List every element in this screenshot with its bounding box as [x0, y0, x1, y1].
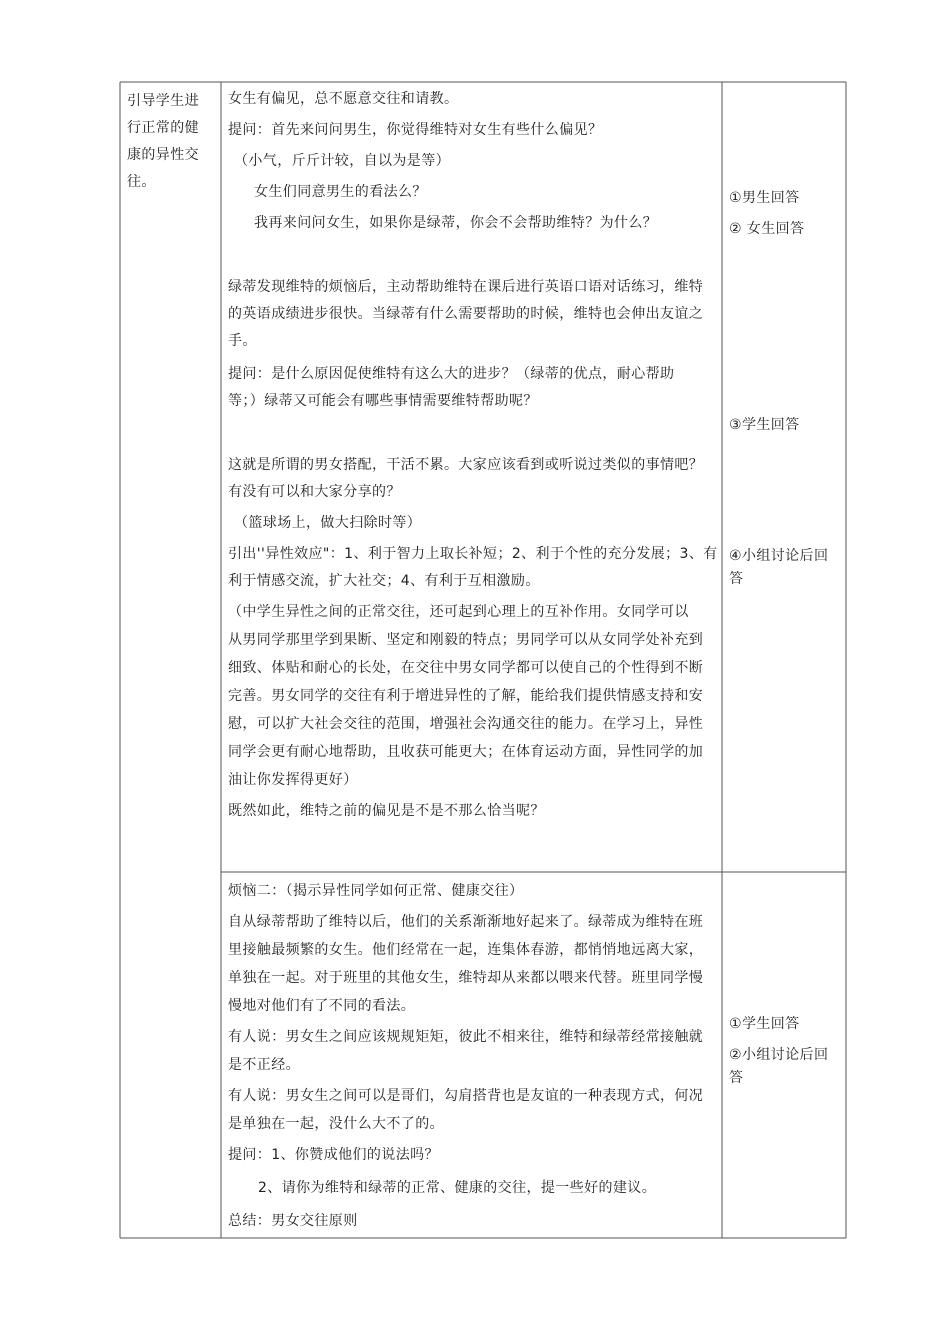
- text-line: 细致、体贴和耐心的长处，在交往中男女同学都可以使自己的个性得到不断: [228, 660, 704, 676]
- text-line: 提问：是什么原因促使维特有这么大的进步？（绿蒂的优点，耐心帮助: [228, 366, 675, 382]
- goal-line: 往。: [127, 174, 156, 190]
- text-line: 这就是所谓的男女搭配，干活不累。大家应该看到或听说过类似的事情吧？: [228, 457, 704, 473]
- paragraph: [228, 601, 718, 792]
- paragraph: [228, 1085, 718, 1136]
- text-line: 是单独在一起，没什么大不了的。: [228, 1116, 444, 1132]
- paragraph: 提问：首先来问问男生，你觉得维特对女生有些什么偏见？: [228, 122, 603, 138]
- paragraph: （篮球场上，做大扫除时等）: [234, 515, 422, 531]
- paragraph: [228, 363, 718, 413]
- text-line: 有人说：男女生之间可以是哥们，勾肩搭背也是友谊的一种表现方式，何况: [228, 1088, 704, 1104]
- response-item: 答: [729, 571, 744, 587]
- goal-line: 康的异性交: [127, 147, 199, 163]
- student-response-cell-1c: [729, 545, 839, 591]
- text-line: 单独在一起。对于班里的其他女生，维特却从来都以喂来代替。班里同学慢: [228, 970, 704, 986]
- paragraph: 提问：1、你赞成他们的说法吗？: [228, 1147, 439, 1163]
- response-item: ②小组讨论后回: [729, 1047, 829, 1063]
- response-item: ①学生回答: [729, 1016, 800, 1032]
- text-line: 里接触最频繁的女生。他们经常在一起，连集体春游，都悄悄地远离大家，: [228, 942, 704, 958]
- activity-block-1: [228, 88, 718, 823]
- response-item: 答: [729, 1070, 744, 1086]
- text-line: 的英语成绩进步很快。当绿蒂有什么需要帮助的时候，维特也会伸出友谊之: [228, 306, 704, 322]
- paragraph: 总结：男女交往原则: [228, 1213, 358, 1229]
- text-line: 有人说：男女生之间应该规规矩矩，彼此不相来往，维特和绿蒂经常接触就: [228, 1029, 704, 1045]
- student-response-cell-1: [729, 187, 839, 241]
- text-line: 有没有可以和大家分享的？: [228, 484, 401, 500]
- paragraph: [228, 276, 718, 353]
- activity-block-2: [228, 880, 718, 1233]
- text-line: 手。: [228, 333, 257, 349]
- text-line: 是不正经。: [228, 1057, 300, 1073]
- goal-line: 引导学生进: [127, 93, 199, 109]
- teaching-goal-cell: [127, 88, 209, 196]
- paragraph: 烦恼二：（揭示异性同学如何正常、健康交往）: [228, 883, 524, 899]
- student-response-cell-2: [729, 1013, 839, 1090]
- paragraph: 2、请你为维特和绿蒂的正常、健康的交往，提一些好的建议。: [258, 1180, 657, 1196]
- text-line: 等；）绿蒂又可能会有哪些事情需要维特帮助呢？: [228, 393, 538, 409]
- text-line: （中学生异性之间的正常交往，还可起到心理上的互补作用。女同学可以: [228, 604, 689, 620]
- text-line: 绿蒂发现维特的烦恼后，主动帮助维特在课后进行英语口语对话练习，维特: [228, 279, 704, 295]
- text-line: 慢地对他们有了不同的看法。: [228, 998, 416, 1014]
- paragraph: 女生们同意男生的看法么？: [254, 184, 427, 200]
- goal-line: 行正常的健: [127, 120, 199, 136]
- response-item: ④小组讨论后回: [729, 548, 829, 564]
- paragraph: [228, 543, 718, 593]
- student-response-cell-1b: [729, 414, 839, 437]
- paragraph: [228, 911, 718, 1018]
- text-line: 油让你发挥得更好）: [228, 772, 358, 788]
- text-line: 慰，可以扩大社会交往的范围，增强社会沟通交往的能力。在学习上，异性: [228, 716, 704, 732]
- paragraph: [228, 1026, 718, 1077]
- paragraph: （小气，斤斤计较，自以为是等）: [234, 153, 450, 169]
- text-line: 同学会更有耐心地帮助，且收获可能更大；在体育运动方面，异性同学的加: [228, 744, 704, 760]
- text-line: 引出''异性效应"：1、利于智力上取长补短；2、利于个性的充分发展；3、有: [228, 546, 718, 562]
- text-line: 从男同学那里学到果断、坚定和刚毅的特点；男同学可以从女同学处补充到: [228, 632, 704, 648]
- paragraph: [228, 454, 718, 504]
- paragraph: 我再来问问女生，如果你是绿蒂，你会不会帮助维特？为什么？: [254, 215, 658, 231]
- paragraph: 既然如此，维特之前的偏见是不是不那么恰当呢？: [228, 803, 545, 819]
- paragraph: 女生有偏见，总不愿意交往和请教。: [228, 91, 459, 107]
- text-line: 利于情感交流，扩大社交；4、有利于互相激励。: [228, 573, 540, 589]
- response-item: ①男生回答: [729, 190, 800, 206]
- response-item: ② 女生回答: [729, 221, 805, 237]
- response-item: ③学生回答: [729, 417, 800, 433]
- text-line: 完善。男女同学的交往有利于增进异性的了解，能给我们提供情感支持和安: [228, 688, 704, 704]
- text-line: 自从绿蒂帮助了维特以后，他们的关系渐渐地好起来了。绿蒂成为维特在班: [228, 914, 704, 930]
